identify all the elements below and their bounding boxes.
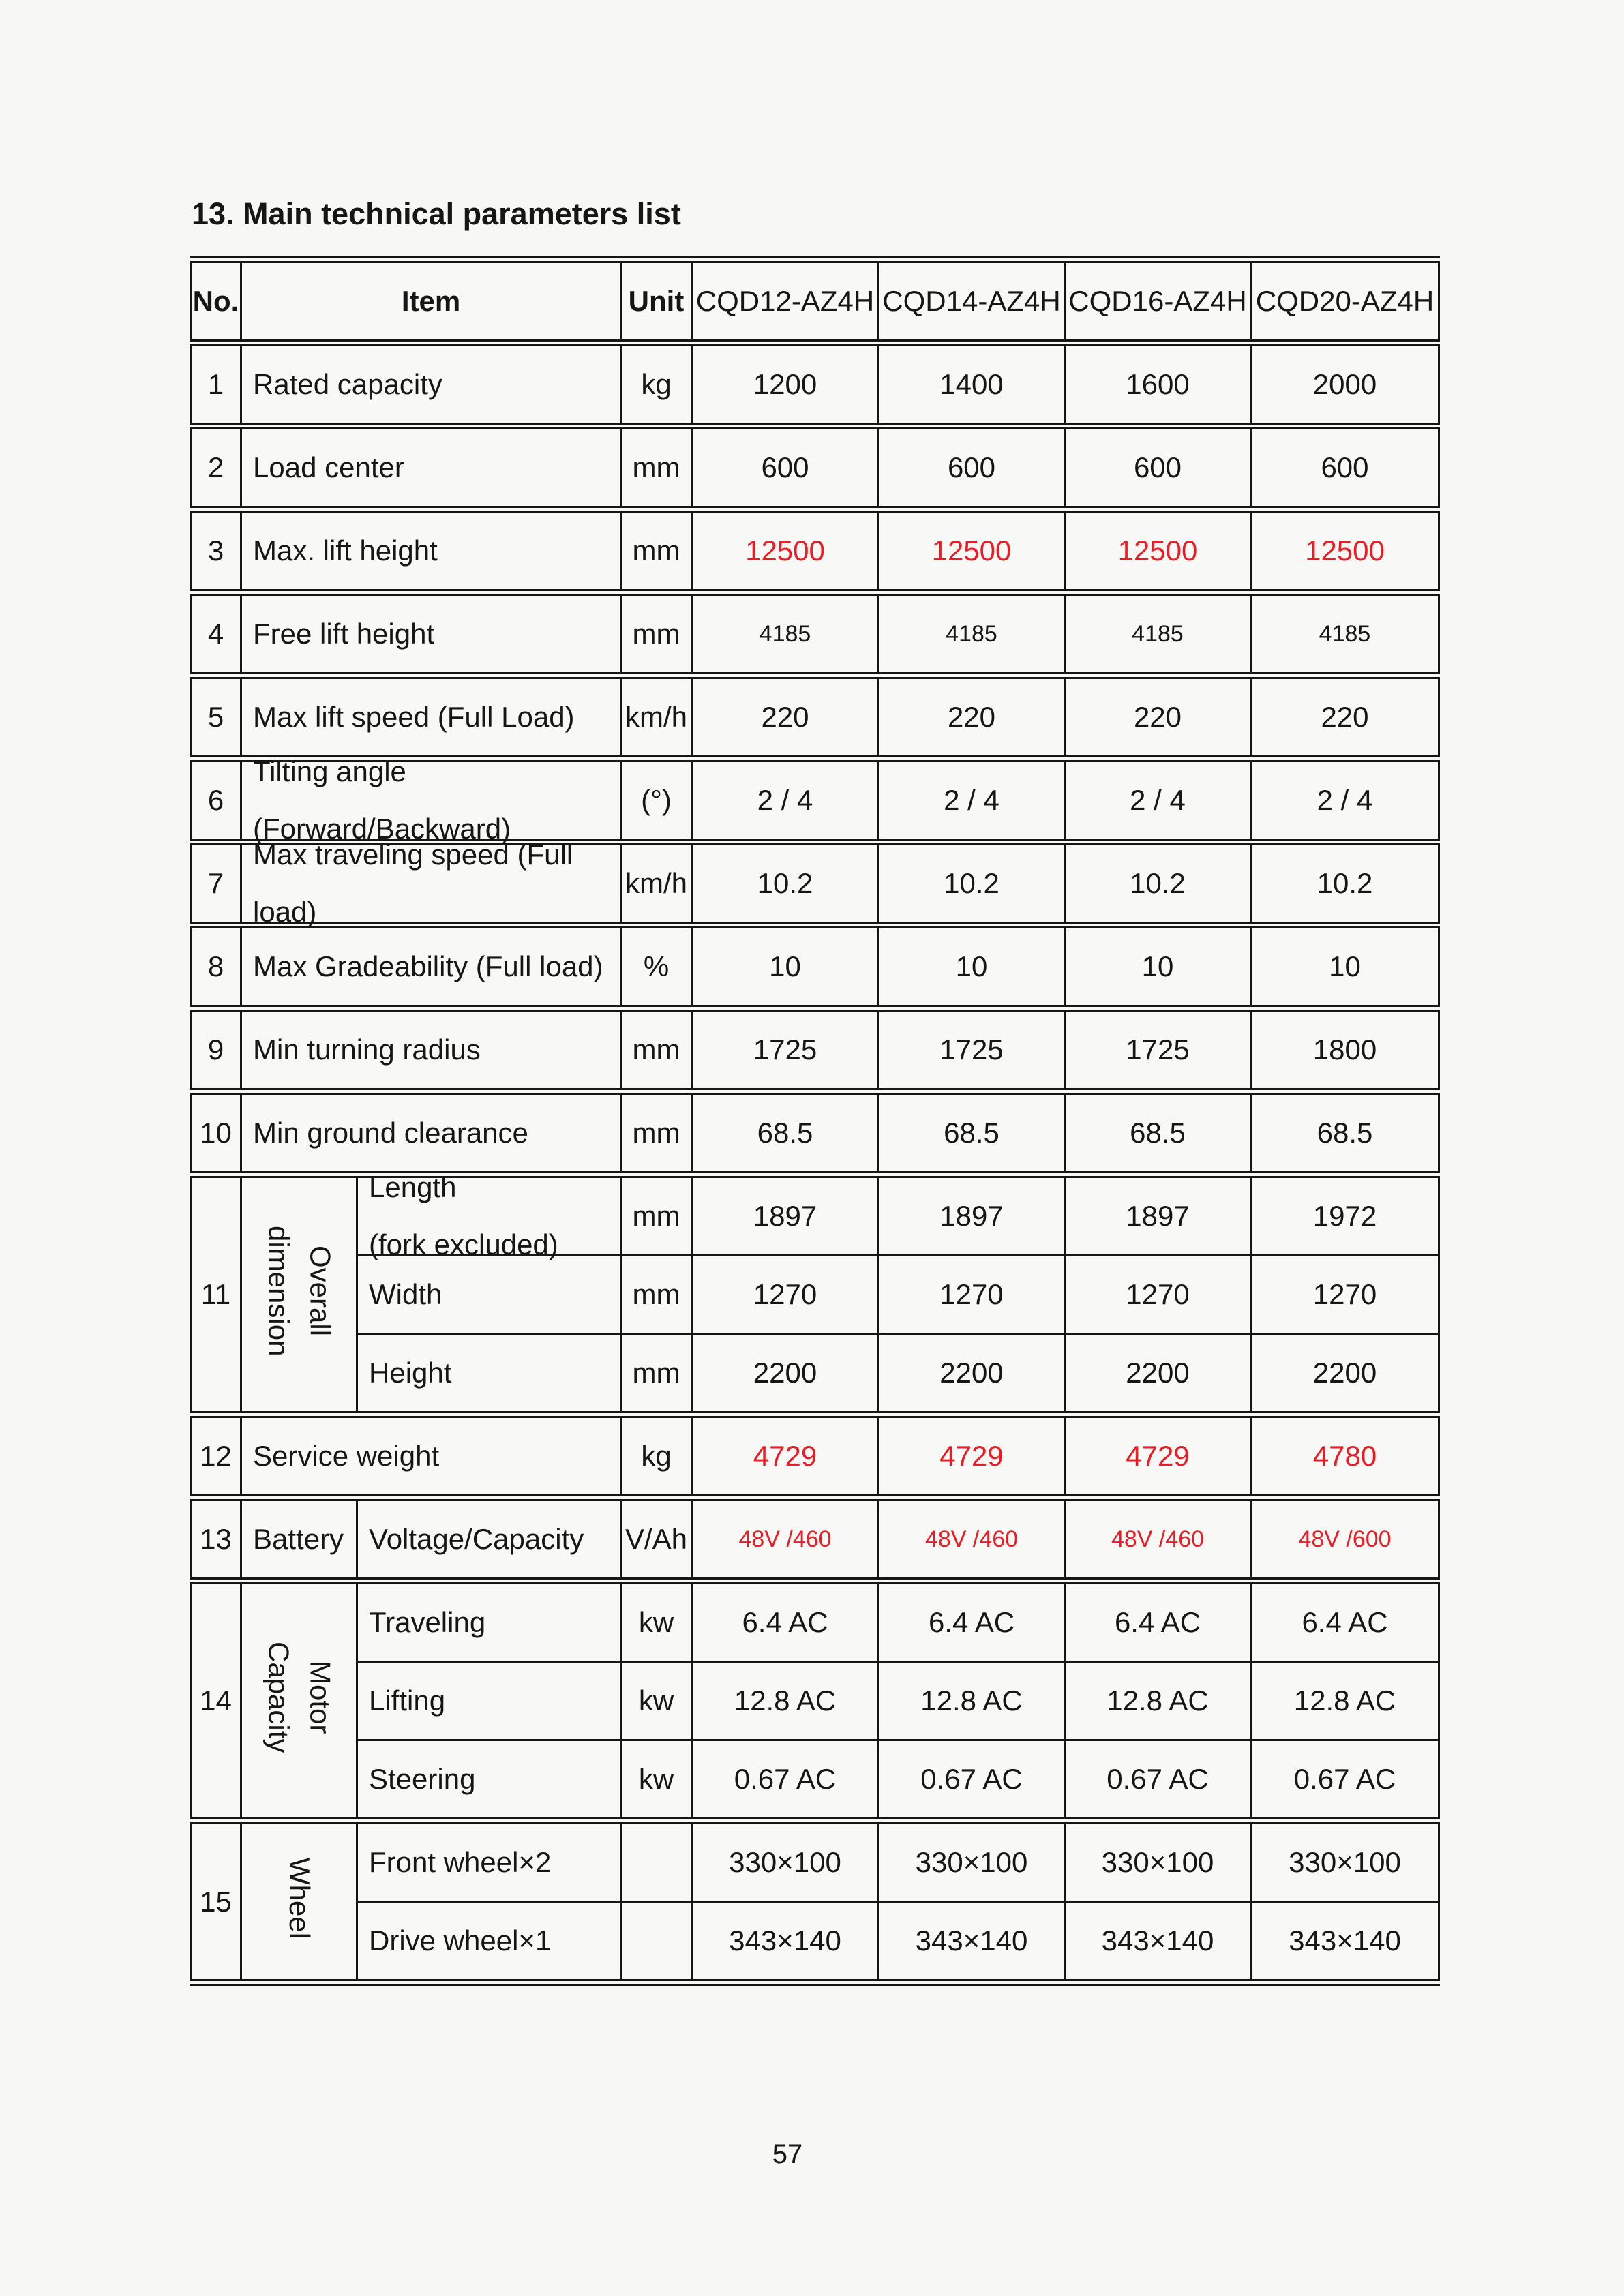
cell-no: 10 [191,1091,241,1175]
cell-value: 48V /460 [1065,1498,1251,1581]
cell-label: Width [357,1256,621,1334]
cell-value: 12500 [692,509,879,592]
vertical-text: Wheel [283,1857,316,1939]
cell-value: 0.67 AC [692,1740,879,1822]
row-overall-dimension-length [191,1175,1439,1256]
row-service-weight [191,1415,1439,1498]
cell-value: 600 [879,426,1065,509]
cell-value: 2 / 4 [879,759,1065,842]
cell-label: Traveling [357,1581,621,1662]
cell-label: Voltage/Capacity [357,1498,621,1581]
header-item: Item [241,260,621,343]
cell-unit: kg [621,1415,692,1498]
cell-unit: mm [621,1256,692,1334]
cell-sub-label-battery: Battery [241,1498,357,1581]
cell-group-label-overall-dimension [241,1175,357,1415]
cell-value: 600 [692,426,879,509]
cell-label: Service weight [241,1415,621,1498]
cell-unit: mm [621,1334,692,1415]
label-line: Tilting angle [253,755,406,787]
header-unit: Unit [621,260,692,343]
cell-value: 343×140 [1065,1902,1251,1983]
cell-value: 10 [1065,925,1251,1008]
cell-group-label-motor-capacity [241,1581,357,1821]
cell-value: 2200 [879,1334,1065,1415]
cell-unit: mm [621,1091,692,1175]
header-model-cqd20: CQD20-AZ4H [1251,260,1439,343]
cell-value: 1897 [1065,1175,1251,1256]
cell-unit: mm [621,426,692,509]
cell-no: 9 [191,1008,241,1091]
cell-no: 2 [191,426,241,509]
cell-label: Rated capacity [241,343,621,426]
cell-value: 330×100 [1065,1821,1251,1902]
cell-value: 343×140 [1251,1902,1439,1983]
cell-unit: mm [621,509,692,592]
cell-value: 1897 [879,1175,1065,1256]
cell-group-label-wheel [241,1821,357,1982]
label-line: Length [369,1171,457,1203]
cell-no: 5 [191,676,241,759]
cell-value: 10.2 [1251,842,1439,925]
cell-value: 1400 [879,343,1065,426]
cell-value: 600 [1065,426,1251,509]
cell-no: 7 [191,842,241,925]
cell-unit: mm [621,592,692,676]
cell-value: 12.8 AC [879,1662,1065,1740]
cell-value: 1897 [692,1175,879,1256]
cell-value: 6.4 AC [692,1581,879,1662]
cell-value: 1725 [1065,1008,1251,1091]
cell-value: 48V /460 [692,1498,879,1581]
cell-unit [621,1902,692,1983]
cell-no: 4 [191,592,241,676]
cell-label: Min turning radius [241,1008,621,1091]
page-title: 13. Main technical parameters list [192,196,681,231]
row-load-center [191,426,1439,509]
cell-no: 8 [191,925,241,1008]
cell-value: 4185 [879,592,1065,676]
cell-value: 12.8 AC [692,1662,879,1740]
cell-unit: km/h [621,842,692,925]
cell-value: 330×100 [879,1821,1065,1902]
label-line: Max traveling speed (Full [253,839,573,871]
row-wheel-drive [191,1902,1439,1983]
cell-value: 1270 [692,1256,879,1334]
cell-unit: V/Ah [621,1498,692,1581]
vertical-text: Overall dimension [262,1226,337,1357]
cell-unit: kw [621,1662,692,1740]
row-motor-traveling [191,1581,1439,1662]
cell-unit: kg [621,343,692,426]
cell-unit: km/h [621,676,692,759]
cell-label: Max Gradeability (Full load) [241,925,621,1008]
cell-value: 68.5 [692,1091,879,1175]
cell-value: 2 / 4 [692,759,879,842]
row-overall-dimension-height [191,1334,1439,1415]
cell-value: 2 / 4 [1065,759,1251,842]
cell-no: 14 [191,1581,241,1821]
cell-value: 600 [1251,426,1439,509]
cell-value: 1725 [879,1008,1065,1091]
cell-label: Height [357,1334,621,1415]
cell-value: 10 [879,925,1065,1008]
cell-value: 12500 [1065,509,1251,592]
cell-value: 1725 [692,1008,879,1091]
cell-unit: kw [621,1581,692,1662]
cell-value: 2 / 4 [1251,759,1439,842]
cell-unit: kw [621,1740,692,1822]
cell-value: 4729 [692,1415,879,1498]
cell-value: 220 [1251,676,1439,759]
cell-value: 4729 [1065,1415,1251,1498]
header-no: No. [191,260,241,343]
cell-value: 68.5 [1251,1091,1439,1175]
cell-value: 1270 [1065,1256,1251,1334]
cell-value: 2200 [692,1334,879,1415]
cell-label: Load center [241,426,621,509]
cell-no: 3 [191,509,241,592]
cell-value: 6.4 AC [879,1581,1065,1662]
cell-label: Steering [357,1740,621,1822]
cell-unit: mm [621,1175,692,1256]
cell-no: 1 [191,343,241,426]
cell-value: 1800 [1251,1008,1439,1091]
cell-value: 1972 [1251,1175,1439,1256]
vertical-text: Motor Capacity [262,1642,337,1753]
row-motor-steering [191,1740,1439,1822]
cell-label: Max lift speed (Full Load) [241,676,621,759]
label-line: (Forward/Backward) [253,813,511,845]
cell-value: 6.4 AC [1065,1581,1251,1662]
cell-value: 2200 [1065,1334,1251,1415]
cell-value: 2200 [1251,1334,1439,1415]
cell-value: 10 [692,925,879,1008]
cell-unit [621,1821,692,1902]
cell-value: 220 [879,676,1065,759]
row-rated-capacity [191,343,1439,426]
label-line: (fork excluded) [369,1228,558,1260]
cell-label: Min ground clearance [241,1091,621,1175]
cell-no: 11 [191,1175,241,1415]
cell-value: 343×140 [879,1902,1065,1983]
cell-value: 2000 [1251,343,1439,426]
cell-value: 4729 [879,1415,1065,1498]
cell-label [357,1171,621,1260]
cell-no: 12 [191,1415,241,1498]
cell-value: 12.8 AC [1251,1662,1439,1740]
cell-value: 4185 [1065,592,1251,676]
header-model-cqd16: CQD16-AZ4H [1065,260,1251,343]
cell-value: 68.5 [879,1091,1065,1175]
cell-value: 10.2 [879,842,1065,925]
cell-value: 0.67 AC [1251,1740,1439,1822]
cell-unit: (°) [621,759,692,842]
row-motor-lifting [191,1662,1439,1740]
cell-value: 0.67 AC [1065,1740,1251,1822]
cell-value: 0.67 AC [879,1740,1065,1822]
cell-value: 4780 [1251,1415,1439,1498]
cell-value: 12500 [1251,509,1439,592]
cell-value: 48V /600 [1251,1498,1439,1581]
row-max-traveling-speed [191,842,1439,925]
cell-value: 343×140 [692,1902,879,1983]
cell-no: 15 [191,1821,241,1982]
row-free-lift-height [191,592,1439,676]
cell-value: 12.8 AC [1065,1662,1251,1740]
row-wheel-front [191,1821,1439,1902]
label-line: load) [253,896,317,928]
parameters-table [190,256,1440,1986]
cell-value: 6.4 AC [1251,1581,1439,1662]
cell-value: 68.5 [1065,1091,1251,1175]
cell-no: 13 [191,1498,241,1581]
row-min-turning-radius [191,1008,1439,1091]
cell-value: 330×100 [1251,1821,1439,1902]
header-model-cqd14: CQD14-AZ4H [879,260,1065,343]
cell-no: 6 [191,759,241,842]
cell-label: Max. lift height [241,509,621,592]
cell-value: 220 [1065,676,1251,759]
cell-value: 1270 [879,1256,1065,1334]
cell-value: 1600 [1065,343,1251,426]
cell-value: 1200 [692,343,879,426]
cell-value: 12500 [879,509,1065,592]
cell-value: 48V /460 [879,1498,1065,1581]
cell-value: 330×100 [692,1821,879,1902]
row-battery-voltage-capacity [191,1498,1439,1581]
page-number: 57 [772,2139,803,2169]
row-max-lift-height [191,509,1439,592]
cell-value: 4185 [1251,592,1439,676]
cell-unit: % [621,925,692,1008]
cell-label: Front wheel×2 [357,1821,621,1902]
cell-label [241,839,621,928]
cell-value: 10 [1251,925,1439,1008]
cell-value: 10.2 [1065,842,1251,925]
cell-unit: mm [621,1008,692,1091]
cell-value: 220 [692,676,879,759]
cell-label: Drive wheel×1 [357,1902,621,1983]
cell-value: 10.2 [692,842,879,925]
header-row [191,260,1439,343]
cell-value: 1270 [1251,1256,1439,1334]
header-model-cqd12: CQD12-AZ4H [692,260,879,343]
cell-label: Lifting [357,1662,621,1740]
cell-label: Free lift height [241,592,621,676]
cell-value: 4185 [692,592,879,676]
